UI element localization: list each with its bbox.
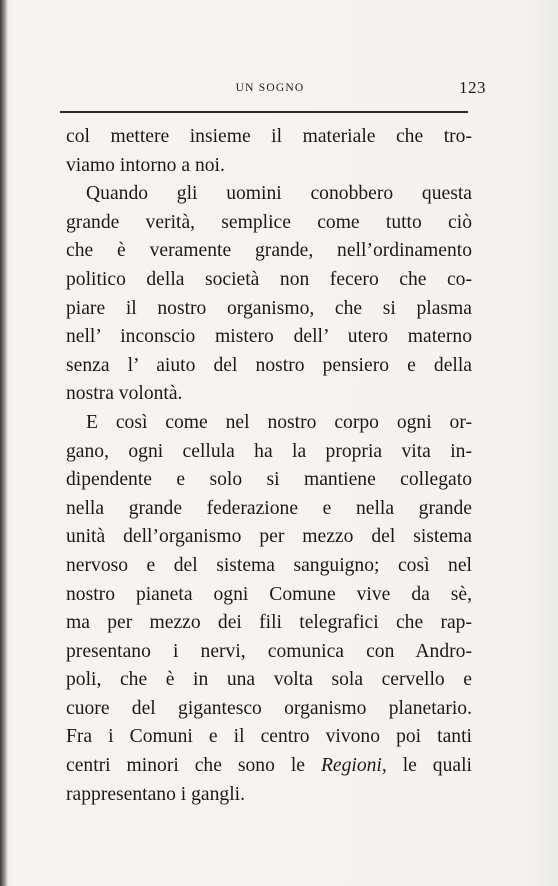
page-number: 123 [459,78,486,97]
text-line: gano, ogni cellula ha la propria vita in- [66,440,472,462]
text-line: poli, che è in una volta sola cervello e [66,669,472,691]
text-line: dipendente e solo si mantiene collegato [66,469,472,491]
text-line: grande verità, semplice come tutto ciò [66,211,472,233]
text-span: le quali [386,755,472,777]
text-line: nostra volontà. [66,383,183,405]
text-line: cuore del gigantesco organismo planetario. [66,697,472,719]
text-line: nostro pianeta ogni Comune vive da sè, [66,583,472,605]
text-line: nell’ inconscio mistero dell’ utero materno [66,326,472,348]
binding-edge [0,0,8,886]
text-line: ma per mezzo dei fili telegrafici che rap- [66,612,472,634]
header-rule [60,111,468,113]
text-line: unità dell’organismo per mezzo del sistema [66,526,472,548]
text-line: E così come nel nostro corpo ogni or- [86,411,472,433]
text-line-with-emphasis [66,752,472,781]
text-line: col mettere insieme il materiale che tro- [66,126,472,147]
text-line: senza l’ aiuto del nostro pensiero e della [66,354,472,376]
text-line: Quando gli uomini conobbero questa [86,183,472,205]
text-line: nervoso e del sistema sanguigno; così nel [66,554,472,576]
text-span: centri minori che sono le [66,755,321,777]
running-head [60,78,486,102]
running-head-title: UN SOGNO [235,82,305,94]
italic-word-regioni: Regioni, [320,755,387,777]
text-line: rappresentano i gangli. [66,783,246,805]
text-line: viamo intorno a noi. [66,154,225,176]
text-line: Fra i Comuni e il centro vivono poi tanti [66,726,472,748]
text-line: che è veramente grande, nell’ordinamento [66,240,472,262]
text-line: presentano i nervi, comunica con Andro- [66,640,472,662]
text-line: nella grande federazione e nella grande [66,497,472,519]
text-line: piare il nostro organismo, che si plasma [66,297,472,319]
text-line: politico della società non fecero che co- [66,268,472,290]
body-text [66,123,472,809]
